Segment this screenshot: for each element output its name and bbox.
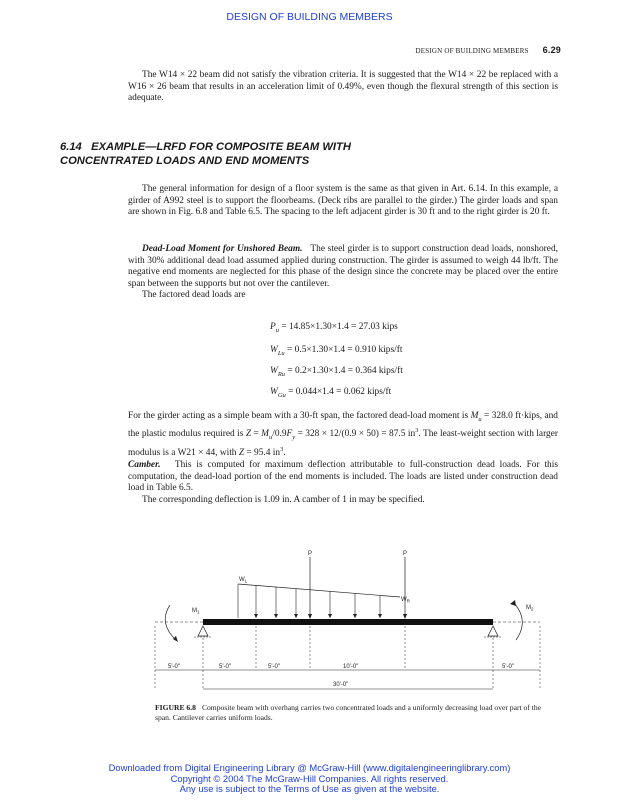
dim-1: 5'-0" [168, 664, 180, 670]
label-m2: $M_2$ [526, 605, 534, 612]
factored-intro: The factored dead loads are [142, 290, 246, 301]
dead-load-heading: Dead-Load Moment for Unshored Beam. [142, 244, 303, 254]
label-p1: P [308, 551, 313, 557]
section-number: 6.14 [60, 141, 82, 153]
equation-wgu: $W_{Gu} = 0.044\times 1.4 = 0.062$ kips/ft [270, 387, 392, 399]
camber-heading: Camber. [128, 460, 161, 470]
general-text: The general information for design of a floor system is the same as that given in Art. 6.14. In this example, a girder of A992 steel is to support the floorbeams. (Deck ribs are parallel to the girder.) The girder loads and span are shown in Fig. 6.8 and Table 6.5. The spacing to the left adjacent girder is 30 ft and to the right girder is 20 ft. [128, 184, 558, 218]
girder-beam [203, 619, 493, 625]
camber-paragraph [128, 460, 558, 506]
equation-wru: $W_{Ru} = 0.2\times 1.30\times 1.4 = 0.364$ kips/ft [270, 366, 403, 378]
section-heading [60, 141, 351, 168]
dimension-extension-lines [155, 626, 540, 690]
label-wr: $W_R$ [401, 597, 410, 604]
load-distribution-line [238, 584, 400, 597]
section-title-1: EXAMPLE—LRFD FOR COMPOSITE BEAM WITH [91, 141, 351, 153]
dim-5: 5'-0" [502, 664, 514, 670]
label-wl: $W_L$ [239, 577, 248, 584]
running-head [416, 45, 561, 55]
page-number: 6.29 [542, 45, 561, 55]
label-m1: $M_1$ [192, 608, 200, 615]
label-p2: P [403, 551, 408, 557]
dead-load-text: The steel girder is to support construction dead loads, nonshored, with 30% additional dead load assumed applied during construction. The girder is assumed to weigh 44 lb/ft. The negative end moments are neglected for this phase of the design since the concrete may be placed over the entire span between the supports but not over the cantilever. [128, 244, 558, 289]
intro-paragraph [128, 70, 558, 105]
camber-text: This is computed for maximum deflection attributable to full-construction dead loads. For this computation, the dead-load portion of the end moments is included. The loads are listed under construction dead load in Table 6.5. [128, 460, 558, 494]
girder-paragraph: For the girder acting as a simple beam with a 30-ft span, the factored dead-load moment is $M_u = 328.0$ ft·kips, and the plastic modulus required is $Z = M_u/0.9F_y = 328 \times 12/(0.9 \times 50) = 87.5$ $in^3$. The least-weight section with larger modulus is a W21 × 44, with Z = 95.4 $in^3$. [128, 411, 558, 459]
dim-2: 5'-0" [219, 664, 231, 670]
distributed-load-arrows [256, 585, 380, 618]
figure-caption [155, 703, 555, 723]
intro-text: The W14 × 22 beam did not satisfy the vibration criteria. It is suggested that the W14 × 22 be replaced with a W16 × 26 beam that results in an acceleration limit of 0.49%, even though the flexural strength of this section is adequate. [128, 70, 558, 104]
dim-total: 30'-0" [333, 682, 349, 688]
footer-line-2: Copyright © 2004 The McGraw-Hill Companies. All rights reserved. [170, 772, 449, 784]
running-head-title: DESIGN OF BUILDING MEMBERS [415, 47, 529, 55]
moment-m2-arc [513, 602, 522, 640]
dim-3: 5'-0" [268, 664, 280, 670]
section-heading-line1 [60, 141, 351, 155]
equation-pu: $P_u = 14.85\times 1.30\times 1.4 = 27.03$ kips [270, 322, 398, 334]
right-support [488, 626, 498, 636]
caption-label: FIGURE 6.8 [155, 703, 196, 712]
general-paragraph [128, 184, 558, 219]
dead-load-paragraph [128, 244, 558, 302]
section-title-2: CONCENTRATED LOADS AND END MOMENTS [60, 154, 310, 167]
dim-4: 10'-0" [343, 664, 359, 670]
equation-wlu: $W_{Lu} = 0.5\times 1.30\times 1.4 = 0.910$ kips/ft [270, 345, 403, 357]
left-support [198, 626, 208, 636]
footer-line-1[interactable]: Downloaded from Digital Engineering Library @ McGraw-Hill (www.digitalengineeringlibrary.com) [108, 762, 511, 773]
moment-m1-arc [165, 605, 176, 640]
deflection-text: The corresponding deflection is 1.09 in. A camber of 1 in may be specified. [142, 494, 425, 505]
top-banner: DESIGN OF BUILDING MEMBERS [226, 11, 393, 23]
figure-diagram [0, 540, 619, 700]
caption-text: Composite beam with overhang carries two concentrated loads and a uniformly decreasing load over part of the span. Cantilever carries uniform loads. [155, 703, 542, 722]
footer-line-3[interactable]: Any use is subject to the Terms of Use as given at the website. [179, 783, 440, 794]
footer [0, 763, 619, 795]
